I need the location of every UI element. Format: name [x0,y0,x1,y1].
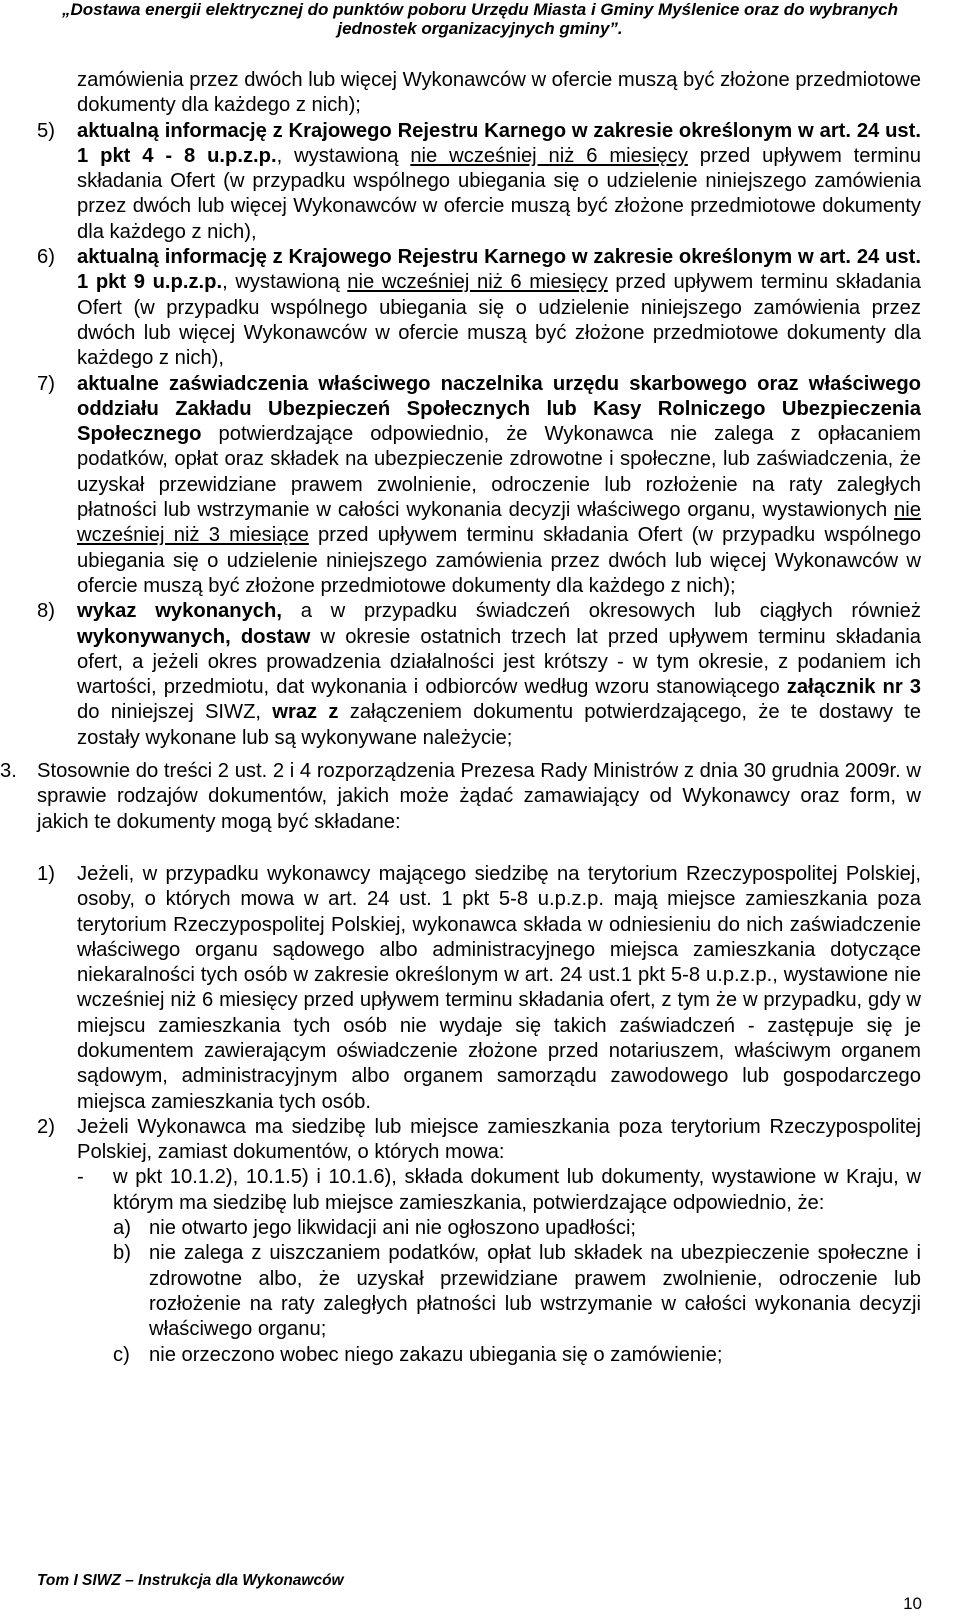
header-line-1: „Dostawa energii elektrycznej do punktów poboru Urzędu Miasta i Gminy Myślenice oraz do wybranych [61,0,898,19]
list-item-6 [37,245,921,371]
document-footer: Tom I SIWZ – Instrukcja dla Wykonawców [37,1572,344,1589]
section-text: Stosownie do treści 2 ust. 2 i 4 rozporządzenia Prezesa Rady Ministrów z dnia 30 grudnia 2009r. w sprawie rodzajów dokumentów, jakich może żądać zamawiający od Wykonawcy oraz form, w jakich te dokumenty mogą być składane: [37,760,921,833]
item-bold-text: aktualną informację z Krajowego Rejestru Karnego w zakresie określonym w art. 24 ust. 1 pkt 4 - 8 u.p.z.p. [77,119,921,167]
item-text: a w przypadku świadczeń okresowych lub ciągłych również [281,600,921,623]
intro-paragraph [37,68,921,119]
letter-list [77,1216,921,1368]
item-text: do niniejszej SIWZ, [77,701,273,724]
item-underlined-text: nie wcześniej niż 6 miesięcy [410,144,688,167]
sub-item-text: Jeżeli Wykonawca ma siedzibę lub miejsce zamieszkania poza terytorium Rzeczypospolitej Polskiej, zamiast dokumentów, o których mowa: [77,1115,921,1164]
letter-item-b [113,1241,921,1342]
page-number: 10 [903,1594,922,1613]
item-number: 6) [37,246,55,269]
item-text: , wystawioną [222,271,348,294]
item-text: przed upływem terminu składania Ofert (w przypadku wspólnego ubiegania się o udzielenie niniejszego zamówienia przez dwóch lub więcej Wykonawców w ofercie muszą być złożone przedmiotowe dokumenty dla każdego z nich); [77,524,922,597]
dash-item [77,1165,921,1216]
item-text: załączeniem dokumentu potwierdzającego, że te dostawy te zostały wykonane lub są wykonywane należycie; [77,701,921,749]
item-text: przed upływem terminu składania Ofert (w przypadku wspólnego ubiegania się o udzielenie niniejszego zamówienia przez dwóch lub więcej Wykonawców w ofercie muszą być złożone przedmiotowe dokumenty dla każdego z nich), [77,144,921,243]
letter-text: nie otwarto jego likwidacji ani nie ogłoszono upadłości; [149,1217,637,1240]
item-bold-text: wraz z [272,701,339,724]
item-number: 7) [37,372,55,395]
section-3 [0,759,921,835]
letter-item-c [113,1343,921,1368]
dash-text: w pkt 10.1.2), 10.1.5) i 10.1.6), składa dokument lub dokumenty, wystawione w Kraju, w którym ma siedzibę lub miejsce zamieszkania, potwierdzające odpowiednio, że: [113,1166,921,1214]
sub-item-1 [37,862,921,1115]
sub-item-2-details [37,1165,921,1367]
item-number: 8) [37,600,55,623]
sub-item-text: Jeżeli, w przypadku wykonawcy mającego siedzibę na terytorium Rzeczypospolitej Polskiej, osoby, o których mowa w art. 24 ust. 1 pkt 5-8 u.p.z.p. mają miejsce zamieszkania poza terytorium Rzeczypospolitej Polskiej, wykonawca składa w odniesieniu do nich zaświadczenie właściwego organu sądowego albo administracyjnego miejsca zamieszkania dotyczące niekaralności tych osób w zakresie określonym w art. 24 ust.1 pkt 5-8 u.p.z.p., wystawione nie wcześniej niż 6 miesięcy przed upływem terminu składania ofert, z tym że w przypadku, gdy w miejscu zamieszkania tych osób nie wydaje się takich zaświadczeń - zastępuje się je dokumentem zawierającym oświadczenie złożone przed notariuszem, właściwym organem sądowym, administracyjnym albo organem samorządu zawodowego lub gospodarczego miejsca zamieszkania tych osób. [77,862,921,1113]
item-underlined-text: nie wcześniej niż 3 miesiące [77,499,921,547]
list-item-8 [37,599,921,751]
letter-text: nie zalega z uiszczaniem podatków, opłat lub składek na ubezpieczenie społeczne i zdrowotne albo, że uzyskał przewidziane prawem zwolnienie, odroczenie lub rozłożenie na raty zaległych płatności lub wstrzymanie w całości wykonania decyzji właściwego organu; [149,1242,921,1341]
item-bold-text: wykonywanych, dostaw [77,625,311,648]
list-item-7 [37,372,921,600]
item-text: , wystawioną [276,144,411,167]
letter-marker: a) [113,1217,131,1240]
letter-marker: c) [113,1343,130,1366]
letter-text: nie orzeczono wobec niego zakazu ubiegania się o zamówienie; [149,1343,723,1366]
dash-marker: - [77,1166,84,1189]
item-text: potwierdzające odpowiednio, że Wykonawca nie zalega z opłacaniem podatków, opłat oraz składek na ubezpieczenie zdrowotne i społeczne, lub zaświadczenia, że uzyskał przewidziane prawem zwolnienie, odroczenie lub rozłożenie na raty zaległych płatności lub wstrzymanie w całości wykonania decyzji właściwego organu, wystawionych [77,423,921,522]
sub-item-number: 1) [37,862,55,885]
intro-text: zamówienia przez dwóch lub więcej Wykonawców w ofercie muszą być złożone przedmiotowe dokumenty dla każdego z nich); [77,69,921,117]
section-number: 3. [0,760,17,783]
item-number: 5) [37,119,55,142]
sub-item-number: 2) [37,1115,55,1138]
letter-item-a [113,1216,921,1241]
sub-item-2 [37,1115,921,1166]
item-bold-text: załącznik nr 3 [786,676,921,699]
list-item-5 [37,119,921,245]
document-header [0,0,960,38]
header-line-2: jednostek organizacyjnych gminy”. [337,19,623,38]
document-body [0,68,922,1368]
item-underlined-text: nie wcześniej niż 6 miesięcy [347,271,608,294]
letter-marker: b) [113,1242,131,1265]
item-text: przed upływem terminu składania Ofert (w przypadku wspólnego ubiegania się o udzielenie niniejszego zamówienia przez dwóch lub więcej Wykonawców w ofercie muszą być złożone przedmiotowe dokumenty dla każdego z nich), [77,271,921,370]
item-text: w okresie ostatnich trzech lat przed upływem terminu składania ofert, a jeżeli okres prowadzenia działalności jest krótszy - w tym okresie, z podaniem ich wartości, przedmiotu, dat wykonania i odbiorców według wzoru stanowiącego [77,625,921,699]
item-bold-text: wykaz wykonanych, [77,600,282,623]
item-bold-text: aktualną informację z Krajowego Rejestru Karnego w zakresie określonym w art. 24 ust. 1 pkt 9 u.p.z.p. [77,246,921,294]
item-bold-text: aktualne zaświadczenia właściwego naczelnika urzędu skarbowego oraz właściwego oddziału Zakładu Ubezpieczeń Społecznych lub Kasy Rolniczego Ubezpieczenia Społecznego [77,372,921,446]
